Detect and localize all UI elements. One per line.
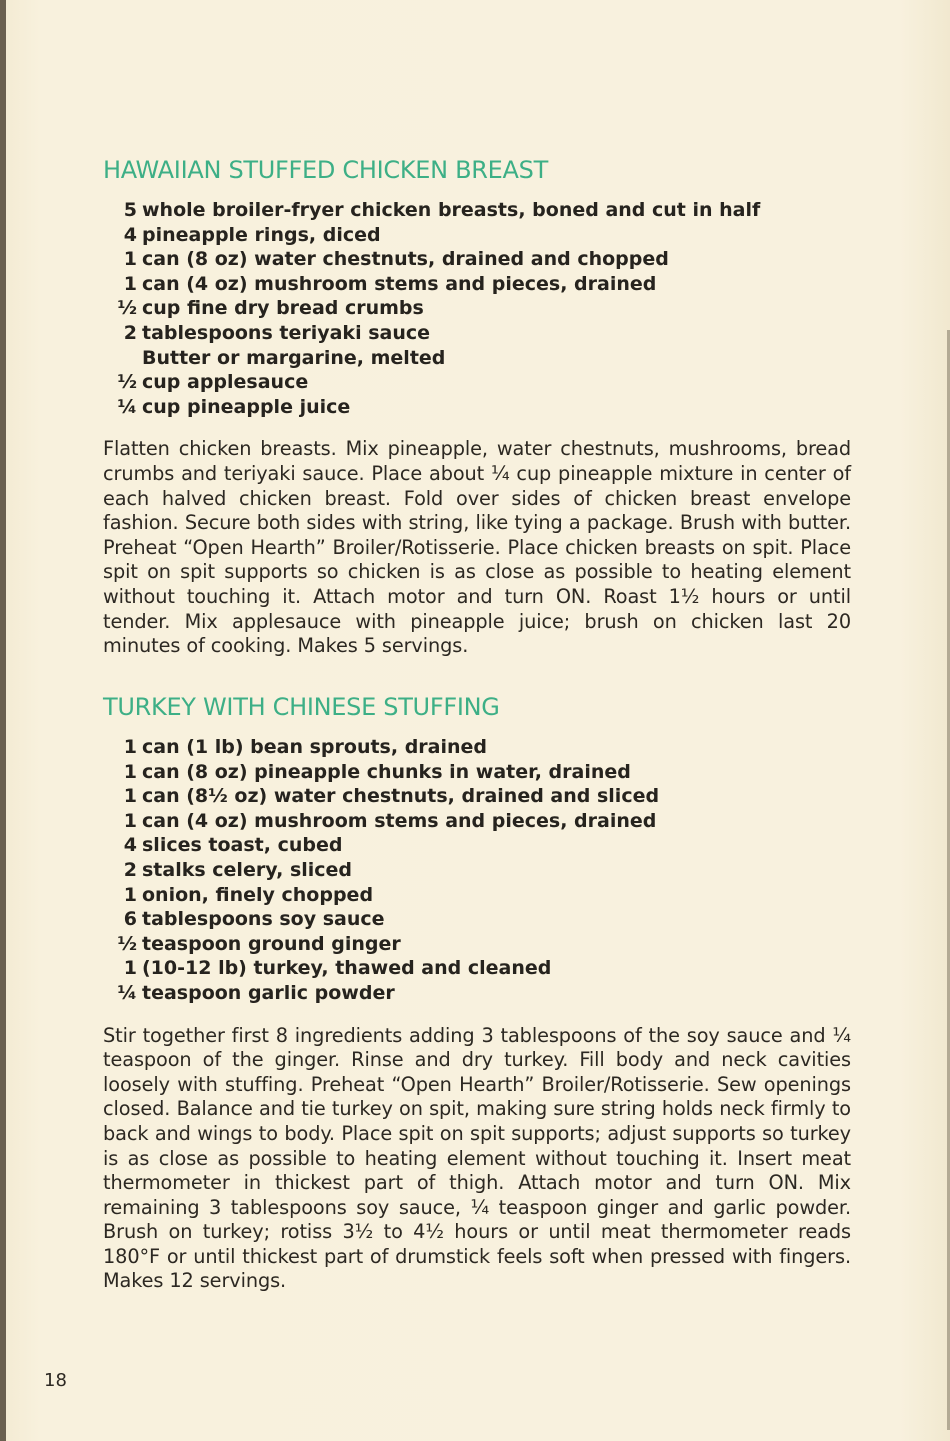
ingredient-quantity: 1: [123, 272, 137, 295]
ingredient-item: [103, 247, 851, 272]
ingredient-text: can (4 oz) mushroom stems and pieces, drained: [142, 272, 657, 295]
ingredient-quantity: 4: [123, 834, 137, 857]
ingredient-text: teaspoon ground ginger: [142, 932, 401, 955]
page-binding-edge: [0, 0, 6, 1441]
ingredient-text: onion, finely chopped: [142, 883, 374, 906]
recipe-turkey-with-chinese-stuffing: [103, 692, 851, 1294]
ingredient-item: [103, 296, 851, 321]
ingredient-item: [103, 272, 851, 297]
page-number: 18: [44, 1370, 67, 1391]
ingredient-list: [103, 198, 851, 419]
ingredient-item: [103, 198, 851, 223]
ingredient-item: [103, 981, 851, 1006]
ingredient-item: [103, 346, 851, 371]
ingredient-text: cup applesauce: [142, 371, 309, 394]
ingredient-quantity: ½: [117, 297, 137, 320]
ingredient-text: pineapple rings, diced: [142, 223, 381, 246]
recipe-title: HAWAIIAN STUFFED CHICKEN BREAST: [103, 156, 548, 184]
ingredient-text: can (4 oz) mushroom stems and pieces, drained: [142, 809, 657, 832]
ingredient-quantity: 1: [123, 785, 137, 808]
recipe-instructions: Stir together first 8 ingredients adding 3 tablespoons of the soy sauce and ¼ teaspoon of the ginger. Rinse and dry turkey. Fill body and neck cavities loosely with stuffing. Preheat “Open Hearth” Broiler/Rotisserie. Sew openings closed. Balance and tie turkey on spit, making sure string holds neck firmly to back and wings to body. Place spit on spit supports; adjust supports so turkey is as close as possible to heating element without touching it. Insert meat thermometer in thickest part of thigh. Attach motor and turn ON. Mix remaining 3 tablespoons soy sauce, ¼ teaspoon ginger and garlic powder. Brush on turkey; rotiss 3½ to 4½ hours or until meat thermometer reads 180°F or until thickest part of drumstick feels soft when pressed with fingers. Makes 12 servings.: [103, 1023, 851, 1293]
ingredient-text: (10-12 lb) turkey, thawed and cleaned: [142, 957, 552, 980]
ingredient-item: [103, 395, 851, 420]
ingredient-quantity: 1: [123, 957, 137, 980]
recipe-instructions: Flatten chicken breasts. Mix pineapple, water chestnuts, mushrooms, bread crumbs and teriyaki sauce. Place about ¼ cup pineapple mixture in center of each halved chicken breast. Fold over sides of chicken breast envelope fashion. Secure both sides with string, like tying a package. Brush with butter. Preheat “Open Hearth” Broiler/Rotisserie. Place chicken breasts on spit. Place spit on spit supports so chicken is as close as possible to heating element without touching it. Attach motor and turn ON. Roast 1½ hours or until tender. Mix applesauce with pineapple juice; brush on chicken last 20 minutes of cooking. Makes 5 servings.: [103, 437, 851, 658]
ingredient-item: [103, 760, 851, 785]
ingredient-quantity: 1: [123, 883, 137, 906]
recipe-title: TURKEY WITH CHINESE STUFFING: [103, 693, 500, 721]
ingredient-quantity: 1: [123, 736, 137, 758]
ingredient-item: [103, 932, 851, 957]
ingredient-text: cup pineapple juice: [142, 395, 351, 418]
ingredient-text: slices toast, cubed: [142, 834, 343, 857]
ingredient-text: can (8 oz) pineapple chunks in water, drained: [142, 760, 631, 783]
ingredient-quantity: ½: [117, 371, 137, 394]
ingredient-item: [103, 833, 851, 858]
ingredient-quantity: 2: [123, 321, 137, 344]
ingredient-item: [103, 809, 851, 834]
ingredient-item: [103, 370, 851, 395]
ingredient-item: [103, 883, 851, 908]
recipe-hawaiian-stuffed-chicken-breast: [103, 155, 851, 659]
ingredient-quantity: 5: [123, 199, 137, 221]
ingredient-item: [103, 735, 851, 760]
ingredient-quantity: ¼: [117, 981, 137, 1004]
ingredient-item: [103, 907, 851, 932]
ingredient-quantity: 1: [123, 248, 137, 271]
ingredient-quantity: 4: [123, 223, 137, 246]
ingredient-quantity: ¼: [117, 395, 137, 418]
ingredient-quantity: 6: [123, 908, 137, 931]
ingredient-quantity: ½: [117, 932, 137, 955]
ingredient-quantity: 2: [123, 858, 137, 881]
ingredient-text: tablespoons soy sauce: [142, 908, 385, 931]
ingredient-text: Butter or margarine, melted: [142, 346, 446, 369]
ingredient-quantity: 1: [123, 760, 137, 783]
ingredient-text: can (8 oz) water chestnuts, drained and chopped: [142, 248, 669, 271]
ingredient-item: [103, 321, 851, 346]
ingredient-text: tablespoons teriyaki sauce: [142, 321, 430, 344]
ingredient-text: stalks celery, sliced: [142, 858, 353, 881]
ingredient-text: whole broiler-fryer chicken breasts, boned and cut in half: [142, 199, 761, 221]
ingredient-item: [103, 858, 851, 883]
ingredient-text: can (1 lb) bean sprouts, drained: [142, 736, 488, 758]
ingredient-quantity: 1: [123, 809, 137, 832]
ingredient-item: [103, 223, 851, 248]
ingredient-text: teaspoon garlic powder: [142, 981, 395, 1004]
ingredient-list: [103, 735, 851, 1006]
ingredient-text: can (8½ oz) water chestnuts, drained and sliced: [142, 785, 660, 808]
ingredient-text: cup fine dry bread crumbs: [142, 297, 424, 320]
ingredient-item: [103, 956, 851, 981]
ingredient-item: [103, 784, 851, 809]
